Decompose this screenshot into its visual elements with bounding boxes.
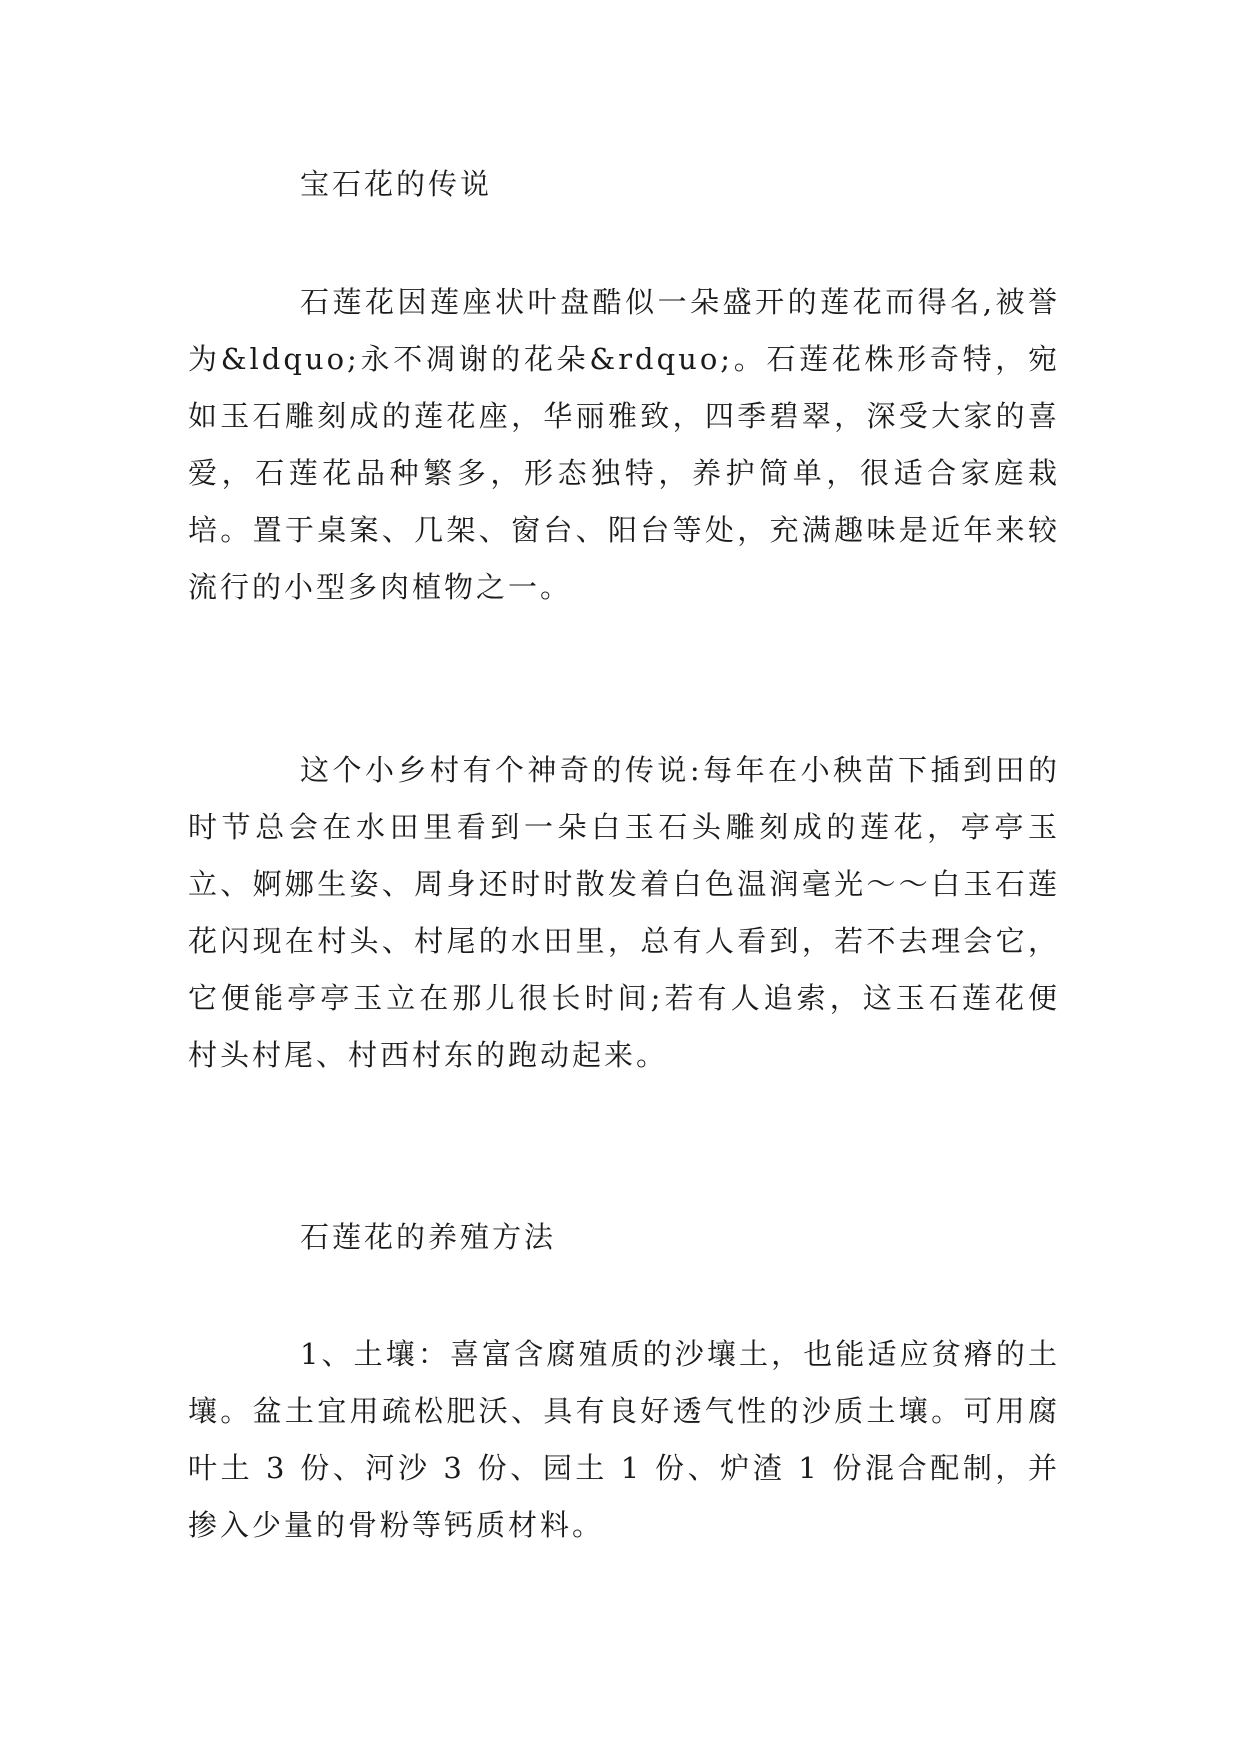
paragraph-soil: 1、土壤：喜富含腐殖质的沙壤土，也能适应贫瘠的土壤。盆土宜用疏松肥沃、具有良好透气性的沙质土壤。可用腐叶土 3 份、河沙 3 份、园土 1 份、炉渣 1 份混合配制，并掺入少量的骨粉等钙质材料。 bbox=[188, 1337, 1060, 1542]
section-heading-cultivation: 石莲花的养殖方法 bbox=[300, 1220, 557, 1254]
paragraph-intro: 石莲花因莲座状叶盘酷似一朵盛开的莲花而得名,被誉为&ldquo;永不凋谢的花朵&rdquo;。石莲花株形奇特，宛如玉石雕刻成的莲花座，华丽雅致，四季碧翠，深受大家的喜爱，石莲花品种繁多，形态独特，养护简单，很适合家庭栽培。置于桌案、几架、窗台、阳台等处，充满趣味是近年来较流行的小型多肉植物之一。 bbox=[188, 285, 1060, 604]
paragraph-legend: 这个小乡村有个神奇的传说:每年在小秧苗下插到田的时节总会在水田里看到一朵白玉石头雕刻成的莲花，亭亭玉立、婀娜生姿、周身还时时散发着白色温润毫光～～白玉石莲花闪现在村头、村尾的水田里，总有人看到，若不去理会它，它便能亭亭玉立在那儿很长时间;若有人追索，这玉石莲花便村头村尾、村西村东的跑动起来。 bbox=[188, 753, 1060, 1072]
section-heading-legend: 宝石花的传说 bbox=[300, 167, 493, 201]
